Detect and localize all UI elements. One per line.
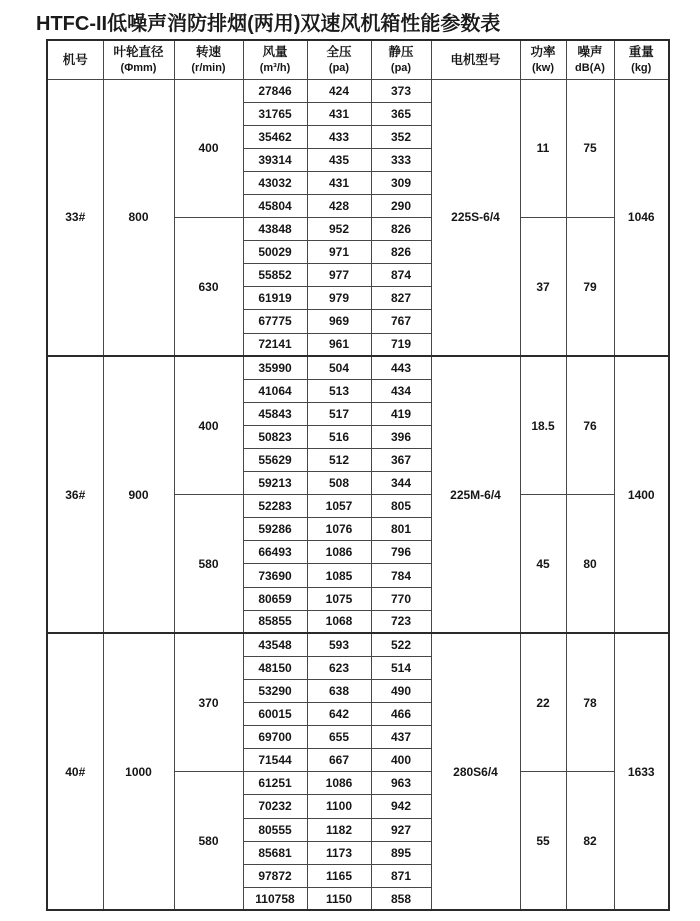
static-pressure-cell: 290: [371, 194, 431, 217]
air-flow-cell: 31765: [243, 102, 307, 125]
full-pressure-cell: 504: [307, 356, 371, 379]
header-noise: [566, 40, 614, 79]
header-air-flow-unit: (m³/h): [259, 61, 291, 74]
full-pressure-cell: 961: [307, 333, 371, 356]
full-pressure-cell: 512: [307, 449, 371, 472]
air-flow-cell: 55852: [243, 264, 307, 287]
full-pressure-cell: 1075: [307, 587, 371, 610]
static-pressure-cell: 796: [371, 541, 431, 564]
air-flow-cell: 59286: [243, 518, 307, 541]
table-row: [47, 633, 669, 656]
full-pressure-cell: 431: [307, 171, 371, 194]
power-cell: 18.5: [520, 356, 566, 495]
air-flow-cell: 50823: [243, 425, 307, 448]
air-flow-cell: 80659: [243, 587, 307, 610]
static-pressure-cell: 927: [371, 818, 431, 841]
speed-cell: 580: [174, 495, 243, 634]
power-cell: 37: [520, 218, 566, 357]
header-diameter: [103, 40, 174, 79]
static-pressure-cell: 490: [371, 679, 431, 702]
air-flow-cell: 85681: [243, 841, 307, 864]
header-row: [47, 40, 669, 79]
full-pressure-cell: 952: [307, 218, 371, 241]
header-power: [520, 40, 566, 79]
header-diameter-label: 叶轮直径: [113, 45, 164, 60]
air-flow-cell: 48150: [243, 656, 307, 679]
header-air-flow: [243, 40, 307, 79]
header-weight-unit: (kg): [631, 61, 652, 74]
header-full-pressure-unit: (pa): [328, 61, 350, 74]
static-pressure-cell: 365: [371, 102, 431, 125]
weight-cell: 1046: [614, 79, 669, 356]
air-flow-cell: 39314: [243, 148, 307, 171]
noise-cell: 78: [566, 633, 614, 772]
header-power-unit: (kw): [532, 61, 554, 74]
header-power-label: 功率: [530, 45, 556, 60]
document-page: [0, 7, 700, 921]
header-full-pressure: [307, 40, 371, 79]
speed-cell: 630: [174, 218, 243, 357]
diameter-cell: 1000: [103, 633, 174, 910]
air-flow-cell: 53290: [243, 679, 307, 702]
table-row: [47, 79, 669, 102]
full-pressure-cell: 1182: [307, 818, 371, 841]
static-pressure-cell: 784: [371, 564, 431, 587]
static-pressure-cell: 333: [371, 148, 431, 171]
air-flow-cell: 80555: [243, 818, 307, 841]
header-speed-unit: (r/min): [191, 61, 226, 74]
speed-cell: 400: [174, 79, 243, 218]
diameter-cell: 900: [103, 356, 174, 633]
header-weight-label: 重量: [628, 45, 654, 60]
static-pressure-cell: 466: [371, 703, 431, 726]
speed-cell: 400: [174, 356, 243, 495]
machine-no-cell: 33#: [47, 79, 103, 356]
header-static-pressure-unit: (pa): [390, 61, 412, 74]
static-pressure-cell: 826: [371, 218, 431, 241]
static-pressure-cell: 805: [371, 495, 431, 518]
static-pressure-cell: 895: [371, 841, 431, 864]
static-pressure-cell: 770: [371, 587, 431, 610]
header-speed: [174, 40, 243, 79]
static-pressure-cell: 942: [371, 795, 431, 818]
weight-cell: 1633: [614, 633, 669, 910]
air-flow-cell: 27846: [243, 79, 307, 102]
noise-cell: 76: [566, 356, 614, 495]
air-flow-cell: 55629: [243, 449, 307, 472]
machine-no-cell: 36#: [47, 356, 103, 633]
motor-model-cell: 280S6/4: [431, 633, 520, 910]
noise-cell: 80: [566, 495, 614, 634]
static-pressure-cell: 309: [371, 171, 431, 194]
full-pressure-cell: 517: [307, 402, 371, 425]
full-pressure-cell: 655: [307, 726, 371, 749]
air-flow-cell: 61251: [243, 772, 307, 795]
full-pressure-cell: 1085: [307, 564, 371, 587]
full-pressure-cell: 979: [307, 287, 371, 310]
full-pressure-cell: 1173: [307, 841, 371, 864]
static-pressure-cell: 767: [371, 310, 431, 333]
air-flow-cell: 73690: [243, 564, 307, 587]
power-cell: 22: [520, 633, 566, 772]
header-machine-no: [47, 40, 103, 79]
header-static-pressure-label: 静压: [388, 45, 414, 60]
header-air-flow-label: 风量: [262, 45, 288, 60]
static-pressure-cell: 871: [371, 864, 431, 887]
air-flow-cell: 35462: [243, 125, 307, 148]
air-flow-cell: 43032: [243, 171, 307, 194]
full-pressure-cell: 435: [307, 148, 371, 171]
full-pressure-cell: 1086: [307, 541, 371, 564]
full-pressure-cell: 593: [307, 633, 371, 656]
static-pressure-cell: 826: [371, 241, 431, 264]
full-pressure-cell: 1100: [307, 795, 371, 818]
air-flow-cell: 60015: [243, 703, 307, 726]
static-pressure-cell: 522: [371, 633, 431, 656]
header-motor-model: [431, 40, 520, 79]
full-pressure-cell: 623: [307, 656, 371, 679]
air-flow-cell: 59213: [243, 472, 307, 495]
air-flow-cell: 110758: [243, 887, 307, 910]
header-speed-label: 转速: [195, 45, 221, 60]
air-flow-cell: 45843: [243, 402, 307, 425]
header-noise-unit: dB(A): [575, 61, 605, 74]
full-pressure-cell: 1086: [307, 772, 371, 795]
air-flow-cell: 67775: [243, 310, 307, 333]
air-flow-cell: 85855: [243, 610, 307, 633]
noise-cell: 75: [566, 79, 614, 218]
power-cell: 11: [520, 79, 566, 218]
header-diameter-unit: (Φmm): [120, 61, 157, 74]
table-header: [47, 40, 669, 79]
table-row: [47, 356, 669, 379]
static-pressure-cell: 373: [371, 79, 431, 102]
static-pressure-cell: 419: [371, 402, 431, 425]
machine-no-cell: 40#: [47, 633, 103, 910]
page-title: HTFC-II低噪声消防排烟(两用)双速风机箱性能参数表: [36, 13, 501, 35]
full-pressure-cell: 971: [307, 241, 371, 264]
air-flow-cell: 61919: [243, 287, 307, 310]
full-pressure-cell: 433: [307, 125, 371, 148]
air-flow-cell: 72141: [243, 333, 307, 356]
static-pressure-cell: 801: [371, 518, 431, 541]
air-flow-cell: 43548: [243, 633, 307, 656]
static-pressure-cell: 367: [371, 449, 431, 472]
full-pressure-cell: 1057: [307, 495, 371, 518]
header-noise-label: 噪声: [577, 45, 603, 60]
noise-cell: 79: [566, 218, 614, 357]
full-pressure-cell: 508: [307, 472, 371, 495]
header-machine-no-label: 机号: [62, 52, 88, 67]
air-flow-cell: 50029: [243, 241, 307, 264]
static-pressure-cell: 723: [371, 610, 431, 633]
air-flow-cell: 35990: [243, 356, 307, 379]
full-pressure-cell: 642: [307, 703, 371, 726]
static-pressure-cell: 874: [371, 264, 431, 287]
full-pressure-cell: 1165: [307, 864, 371, 887]
full-pressure-cell: 424: [307, 79, 371, 102]
full-pressure-cell: 516: [307, 425, 371, 448]
noise-cell: 82: [566, 772, 614, 911]
full-pressure-cell: 638: [307, 679, 371, 702]
weight-cell: 1400: [614, 356, 669, 633]
speed-cell: 370: [174, 633, 243, 772]
power-cell: 55: [520, 772, 566, 911]
diameter-cell: 800: [103, 79, 174, 356]
full-pressure-cell: 1076: [307, 518, 371, 541]
static-pressure-cell: 827: [371, 287, 431, 310]
header-full-pressure-label: 全压: [326, 45, 352, 60]
motor-model-cell: 225S-6/4: [431, 79, 520, 356]
air-flow-cell: 69700: [243, 726, 307, 749]
static-pressure-cell: 437: [371, 726, 431, 749]
full-pressure-cell: 513: [307, 379, 371, 402]
header-motor-model-label: 电机型号: [450, 52, 501, 67]
speed-cell: 580: [174, 772, 243, 911]
air-flow-cell: 45804: [243, 194, 307, 217]
motor-model-cell: 225M-6/4: [431, 356, 520, 633]
static-pressure-cell: 434: [371, 379, 431, 402]
header-static-pressure: [371, 40, 431, 79]
air-flow-cell: 43848: [243, 218, 307, 241]
full-pressure-cell: 667: [307, 749, 371, 772]
table-body: [47, 79, 669, 910]
performance-table: [46, 39, 670, 911]
air-flow-cell: 52283: [243, 495, 307, 518]
power-cell: 45: [520, 495, 566, 634]
static-pressure-cell: 396: [371, 425, 431, 448]
air-flow-cell: 41064: [243, 379, 307, 402]
air-flow-cell: 71544: [243, 749, 307, 772]
air-flow-cell: 70232: [243, 795, 307, 818]
static-pressure-cell: 514: [371, 656, 431, 679]
static-pressure-cell: 719: [371, 333, 431, 356]
full-pressure-cell: 969: [307, 310, 371, 333]
air-flow-cell: 97872: [243, 864, 307, 887]
static-pressure-cell: 443: [371, 356, 431, 379]
static-pressure-cell: 352: [371, 125, 431, 148]
full-pressure-cell: 428: [307, 194, 371, 217]
full-pressure-cell: 977: [307, 264, 371, 287]
air-flow-cell: 66493: [243, 541, 307, 564]
static-pressure-cell: 400: [371, 749, 431, 772]
static-pressure-cell: 858: [371, 887, 431, 910]
full-pressure-cell: 1150: [307, 887, 371, 910]
full-pressure-cell: 431: [307, 102, 371, 125]
static-pressure-cell: 344: [371, 472, 431, 495]
static-pressure-cell: 963: [371, 772, 431, 795]
full-pressure-cell: 1068: [307, 610, 371, 633]
header-weight: [614, 40, 669, 79]
